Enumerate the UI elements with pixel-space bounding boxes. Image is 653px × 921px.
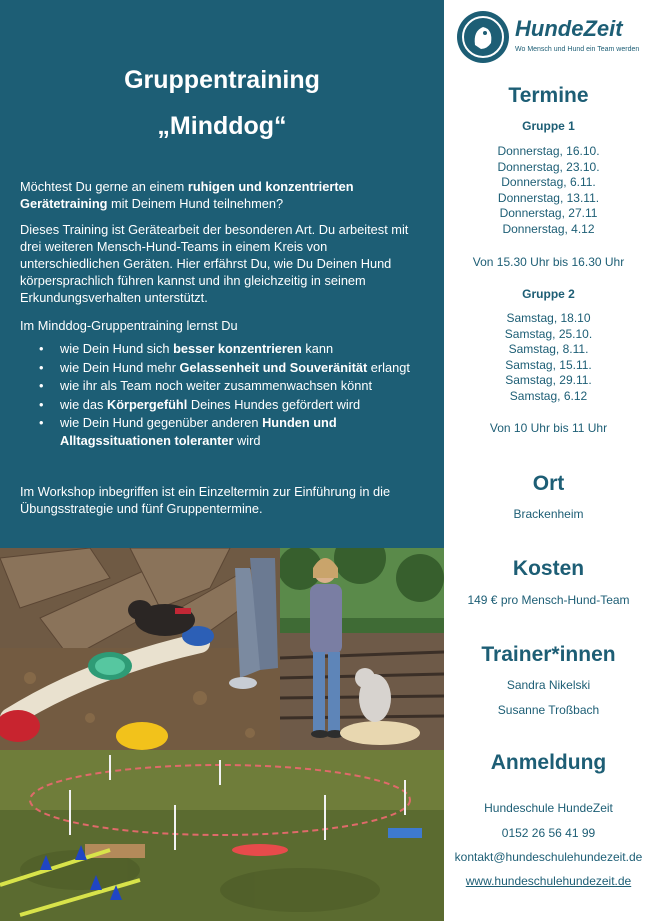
email-link[interactable]: kontakt@hundeschulehundezeit.de	[454, 850, 643, 864]
photo-dog-balance-equipment	[0, 548, 280, 750]
intro-question: Möchtest Du gerne an einem ruhigen und konzentrierten Gerätetraining mit Deinem Hund teilnehmen?	[20, 179, 354, 211]
intro-panel	[0, 0, 444, 548]
photo-woman-with-dog	[280, 548, 444, 750]
kosten-heading: Kosten	[512, 557, 585, 580]
list-item: Donnerstag, 16.10.	[497, 144, 600, 158]
list-item: Donnerstag, 4.12	[502, 221, 595, 236]
list-item: Samstag, 15.11.	[505, 357, 592, 372]
list-item: Donnerstag, 6.11.	[501, 175, 596, 189]
group1-time: Von 15.30 Uhr bis 16.30 Uhr	[472, 255, 625, 269]
kosten-value: 149 € pro Mensch-Hund-Team	[467, 593, 630, 607]
intro-description: Dieses Training ist Gerätearbeit der besonderen Art. Du arbeitest mit drei weiteren Mensch-Hund-Teams in einem Kreis von unterschiedlichen Geräten. Hier erfährst Du, wie Du Deinen Hund körpersprachlich führen kannst und ihn gleichzeitig in seinem Erkundungsverhalten unterstützt.	[20, 222, 409, 305]
school-name: Hundeschule HundeZeit	[484, 801, 613, 815]
hundezeit-logo	[455, 8, 647, 70]
list-item: • wie ihr als Team noch weiter zusammenwachsen könnt	[39, 378, 373, 393]
dog-logo-icon	[457, 11, 509, 63]
group1-label: Gruppe 1	[522, 119, 575, 133]
group2-time: Von 10 Uhr bis 11 Uhr	[489, 421, 608, 435]
list-item: Samstag, 29.11.	[505, 373, 592, 387]
list-item: Donnerstag, 13.11.	[497, 190, 600, 205]
benefits-list	[20, 340, 430, 450]
title-line-1: Gruppentraining	[124, 66, 320, 94]
photo-training-circle	[0, 750, 444, 921]
title-line-2: „Minddog“	[157, 112, 287, 140]
ort-value: Brackenheim	[513, 507, 584, 521]
list-item: Samstag, 6.12	[509, 388, 588, 403]
website-link[interactable]: www.hundeschulehundezeit.de	[465, 874, 632, 888]
list-item: Donnerstag, 23.10.	[497, 159, 600, 174]
trainer-heading: Trainer*innen	[481, 643, 616, 666]
list-item: • wie Dein Hund mehr Gelassenheit und Souveränität erlangt	[39, 359, 410, 375]
learn-intro: Im Minddog-Gruppentraining lernst Du	[20, 318, 238, 333]
list-item: Samstag, 25.10.	[504, 326, 593, 341]
termine-heading: Termine	[508, 84, 589, 107]
list-item: Donnerstag, 27.11	[499, 206, 598, 220]
list-item: Samstag, 18.10	[506, 311, 591, 325]
anmeldung-heading: Anmeldung	[490, 751, 607, 774]
trainer-name: Sandra Nikelski	[506, 678, 591, 692]
group1-dates	[444, 144, 653, 237]
trainer-name: Susanne Troßbach	[497, 703, 600, 717]
logo-name: HundeZeit	[515, 16, 623, 41]
group2-label: Gruppe 2	[522, 287, 575, 301]
group2-dates	[444, 311, 653, 404]
phone-link[interactable]: 0152 26 56 41 99	[501, 826, 596, 840]
list-item: • wie das Körpergefühl Deines Hundes gefördert wird	[39, 396, 361, 412]
workshop-note: Im Workshop inbegriffen ist ein Einzeltermin zur Einführung in die Übungsstrategie und fünf Gruppentermine.	[20, 484, 391, 516]
ort-heading: Ort	[532, 472, 565, 495]
list-item: • wie Dein Hund sich besser konzentrieren kann	[39, 341, 334, 356]
info-panel	[444, 0, 653, 921]
list-item: Samstag, 8.11.	[508, 342, 589, 356]
logo-tagline: Wo Mensch und Hund ein Team werden	[515, 46, 640, 53]
list-item: • wie Dein Hund gegenüber anderen Hunden und Alltagssituationen toleranter wird	[39, 415, 337, 448]
